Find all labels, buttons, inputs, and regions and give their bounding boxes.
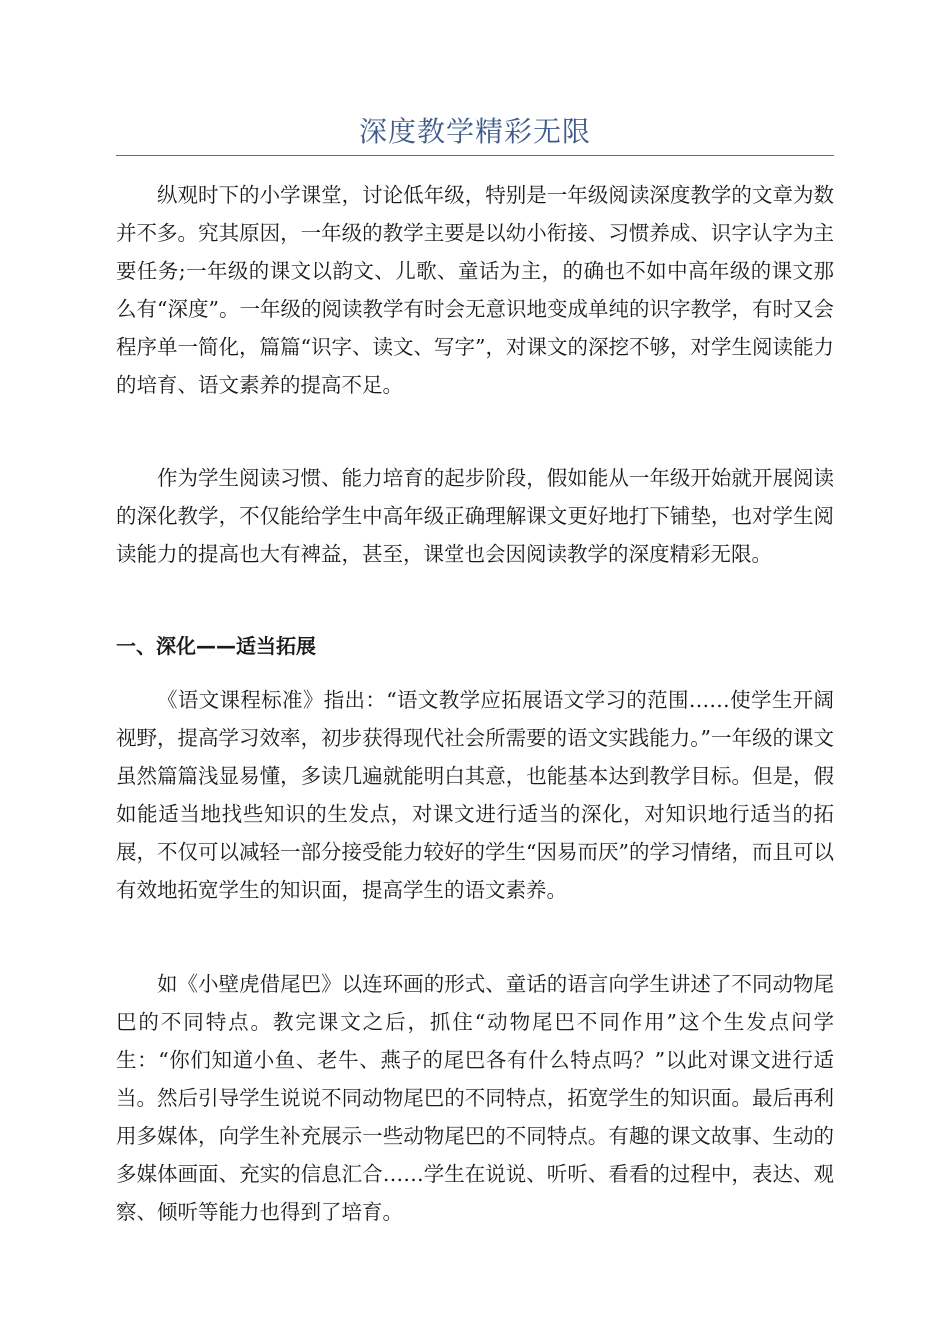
document-title: 深度教学精彩无限 — [358, 115, 591, 148]
section-paragraph: 《语文课程标准》指出：“语文教学应拓展语文学习的范围……使学生开阔视野，提高学习效率，初步获得现代社会所需要的语文实践能力。”一年级的课文虽然篇篇浅显易懂，多读几遍就能明白其意，也能基本达到教学目标。但是，假如能适当地找些知识的生发点，对课文进行适当的深化，对知识地行适当的拓展，不仅可以减轻一部分接受能力较好的学生“因易而厌”的学习情绪，而且可以有效地拓宽学生的知识面，提高学生的语文素养。 — [116, 688, 834, 902]
section-paragraph: 如《小壁虎借尾巴》以连环画的形式、童话的语言向学生讲述了不同动物尾巴的不同特点。教完课文之后，抓住“动物尾巴不同作用”这个生发点问学生：“你们知道小鱼、老牛、燕子的尾巴各有什么特点吗？”以此对课文进行适当。然后引导学生说说不同动物尾巴的不同特点，拓宽学生的知识面。最后再利用多媒体，向学生补充展示一些动物尾巴的不同特点。有趣的课文故事、生动的多媒体画面、充实的信息汇合……学生在说说、听听、看看的过程中，表达、观察、倾听等能力也得到了培育。 — [116, 972, 834, 1224]
section-heading: 一、深化——适当拓展 — [116, 634, 316, 658]
intro-paragraph: 作为学生阅读习惯、能力培育的起步阶段，假如能从一年级开始就开展阅读的深化教学，不仅能给学生中高年级正确理解课文更好地打下铺垫，也对学生阅读能力的提高也大有裨益，甚至，课堂也会因阅读教学的深度精彩无限。 — [116, 466, 834, 566]
intro-paragraph: 纵观时下的小学课堂，讨论低年级，特别是一年级阅读深度教学的文章为数并不多。究其原因，一年级的教学主要是以幼小衔接、习惯养成、识字认字为主要任务;一年级的课文以韵文、儿歌、童话为主，的确也不如中高年级的课文那么有“深度”。一年级的阅读教学有时会无意识地变成单纯的识字教学，有时又会程序单一简化，篇篇“识字、读文、写字”，对课文的深挖不够，对学生阅读能力的培育、语文素养的提高不足。 — [116, 183, 834, 397]
title-underline — [116, 155, 834, 156]
